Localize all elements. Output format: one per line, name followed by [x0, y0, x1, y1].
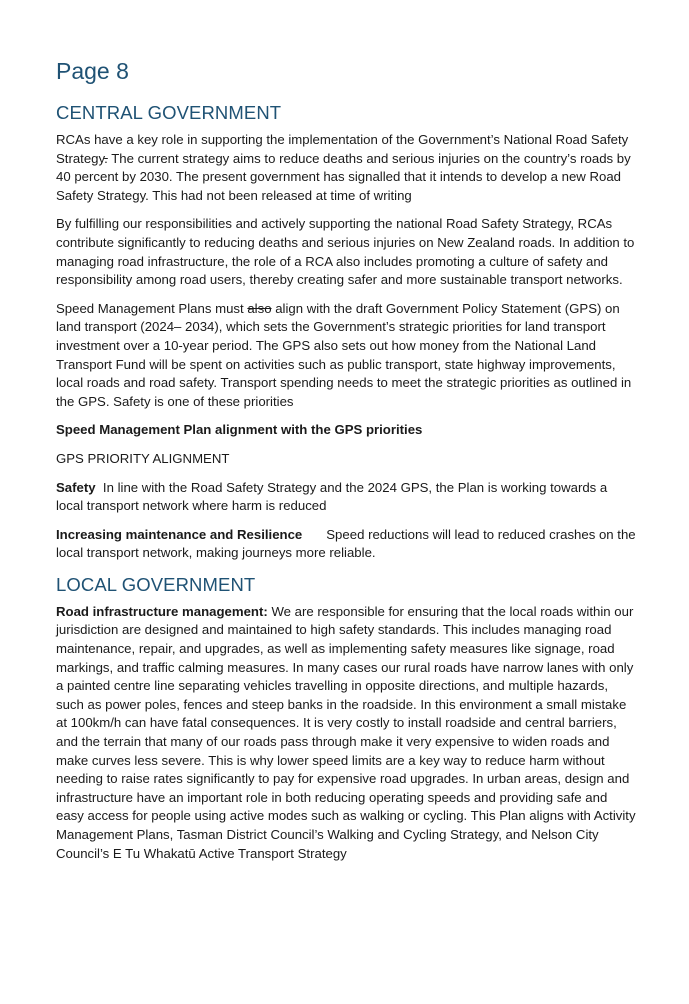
- local-government-heading: LOCAL GOVERNMENT: [56, 573, 256, 595]
- alignment-heading: Speed Management Plan alignment with the GPS priorities: [56, 422, 423, 438]
- central-paragraph-1: [56, 131, 636, 205]
- struck-text: .: [104, 150, 108, 166]
- central-p1-text-a: RCAs have a key role in supporting the implementation of the Government’s National Road Safety Strategy: [56, 132, 629, 166]
- maintenance-label: Increasing maintenance and Resilience: [56, 526, 303, 542]
- safety-priority: [56, 479, 636, 516]
- central-government-heading: CENTRAL GOVERNMENT: [56, 102, 282, 123]
- local-infrastructure-paragraph: [56, 603, 636, 863]
- central-paragraph-2: By fulfilling our responsibilities and actively supporting the national Road Safety Strategy, RCAs contribute significantly to reducing deaths and serious injuries on New Zealand roads. In addition to managing road infrastructure, the role of a RCA also includes promoting a culture of safety and responsibility among road users, thereby creating safer and more sustainable transport networks.: [56, 216, 635, 288]
- alignment-label: GPS PRIORITY ALIGNMENT: [56, 450, 230, 466]
- infrastructure-label: Road infrastructure management:: [56, 603, 268, 619]
- maintenance-text: Speed reductions will lead to reduced crashes on the local transport network, making journeys more reliable.: [56, 526, 636, 561]
- infrastructure-text: We are responsible for ensuring that the local roads within our jurisdiction are designed and maintained to high safety standards. This includes managing road maintenance, repair, and upgrades, as well as implementing safety measures like signage, road markings, and traffic calming measures. In many cases our rural roads have narrow lanes with only a painted centre line separating vehicles travelling in opposite directions, and multiple hazards, such as power poles, fences and steep banks in the roadside. In this environment a small mistake at 100km/h can have fatal consequences. It is very costly to install roadside and central barriers, and the terrain that many of our roads pass through make it very expensive to widen roads and make curves less severe. This is why lower speed limits are a key way to reduce harm without needing to raise rates significantly to pay for expensive road upgrades. In urban areas, design and infrastructure have an important role in both reducing operating speeds and providing safe and easy access for people using active modes such as walking or cycling. This Plan aligns with Activity Management Plans, Tasman District Council’s Walking and Cycling Strategy, and Nelson City Council’s E Tu Whakatū Active Transport Strategy: [56, 603, 636, 861]
- safety-text: In line with the Road Safety Strategy and the 2024 GPS, the Plan is working towards a local transport network where harm is reduced: [56, 479, 608, 514]
- safety-label: Safety: [56, 479, 96, 495]
- maintenance-priority: [56, 526, 636, 563]
- struck-text: also: [247, 300, 272, 316]
- central-p1-text-b: The current strategy aims to reduce deaths and serious injuries on the country’s roads by 40 percent by 2030. The present government has signalled that it intends to develop a new Road Safety Strategy. This had not been released at time of writing: [56, 150, 631, 203]
- central-p3-text-b: align with the draft Government Policy Statement (GPS) on land transport (2024– 2034), which sets the Government’s strategic priorities for land transport investment over a 10-year period. The GPS also sets out how money from the National Land Transport Fund will be spent on activities such as public transport, state highway improvements, local roads and road safety. Transport spending needs to meet the strategic priorities as outlined in the GPS. Safety is one of these priorities: [56, 300, 632, 409]
- page-number: Page 8: [56, 58, 129, 84]
- central-p3-text-a: Speed Management Plans must: [56, 300, 248, 316]
- central-paragraph-3: [56, 300, 636, 412]
- document-page: [56, 56, 636, 873]
